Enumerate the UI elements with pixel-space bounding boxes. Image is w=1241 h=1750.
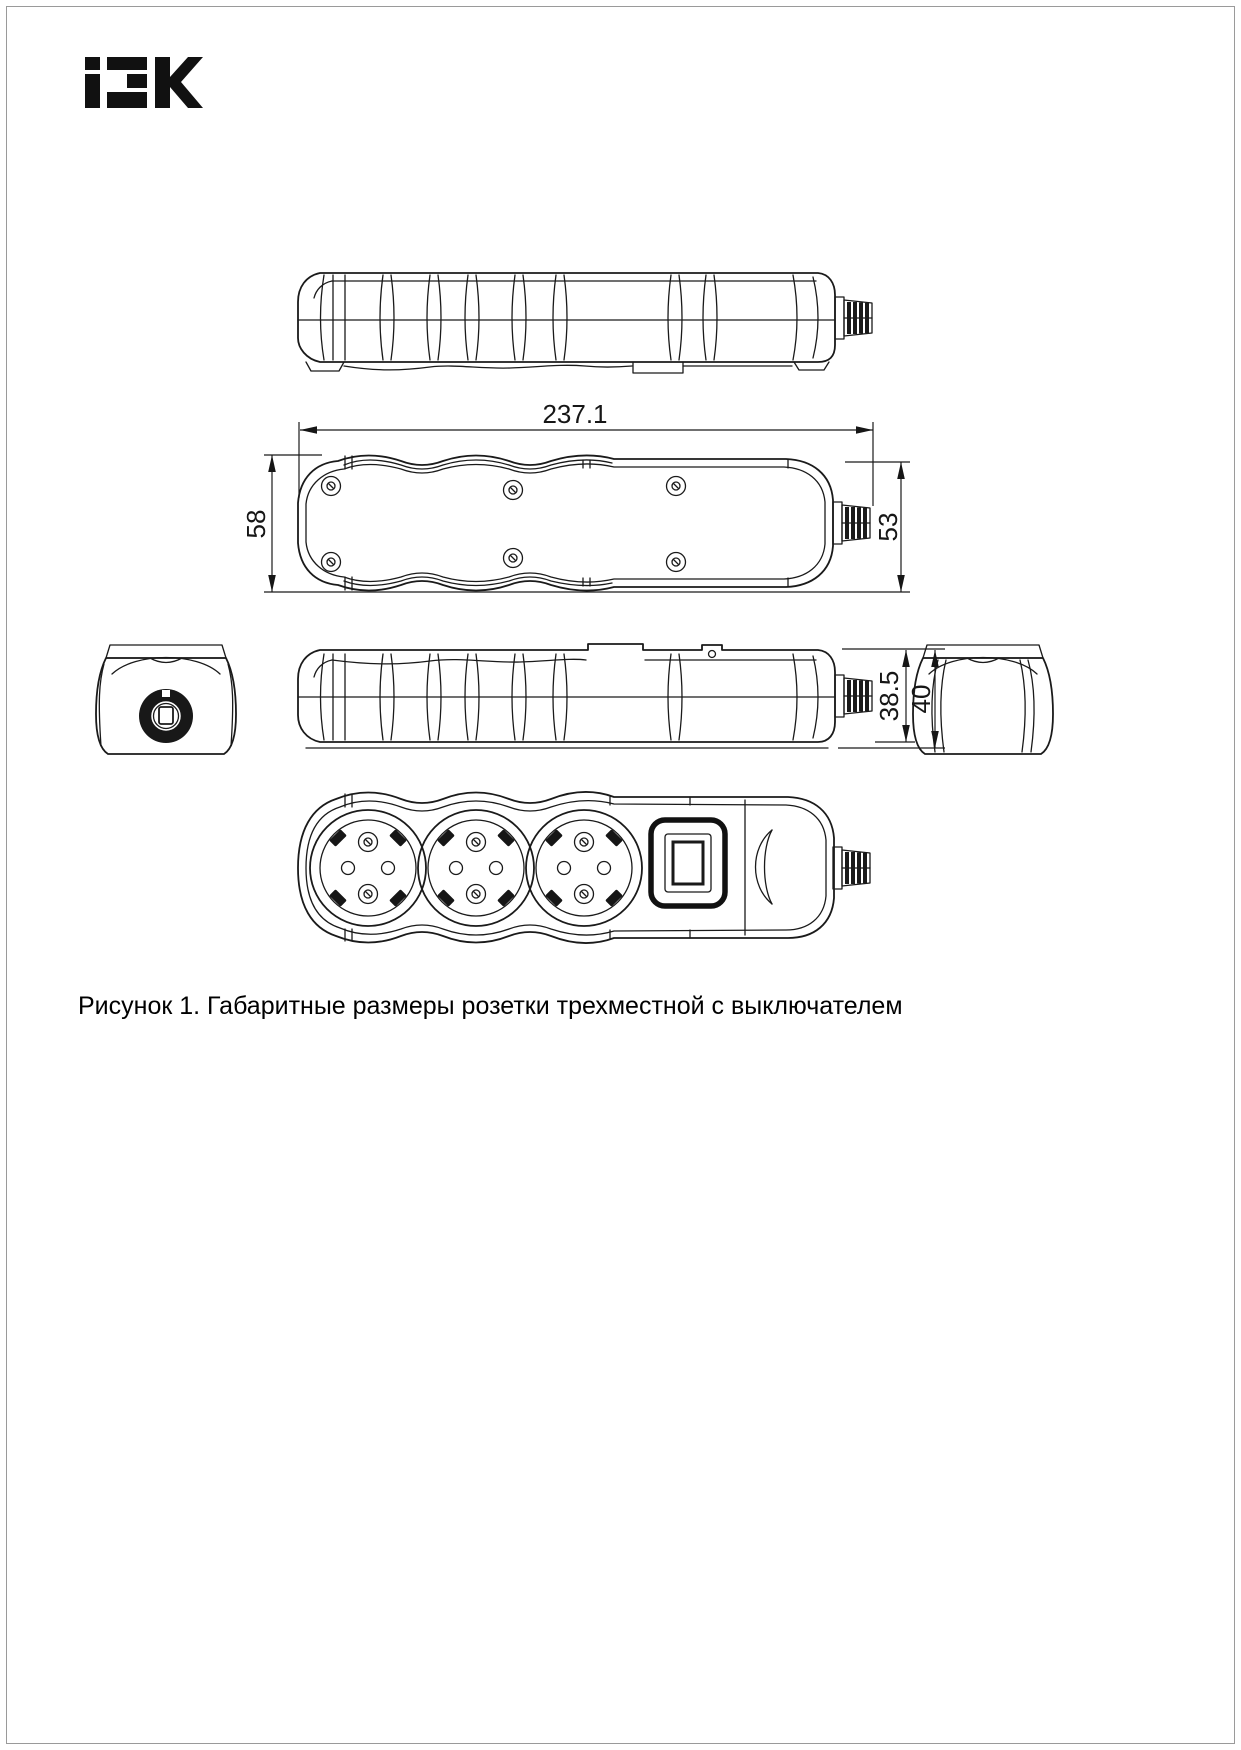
handle-cutout	[756, 830, 773, 904]
view-left-end	[96, 645, 236, 754]
gland-boss-end-view	[139, 689, 193, 743]
power-switch	[651, 820, 725, 906]
dimension-back-height	[264, 455, 910, 592]
view-side-profile	[298, 644, 872, 748]
cable-gland-front-view	[833, 847, 870, 889]
dim-end-height-label: 53	[873, 512, 903, 542]
dim-length-label: 237.1	[542, 399, 608, 429]
view-front	[298, 792, 870, 943]
dim-overall-depth-label: 40	[906, 684, 936, 714]
socket-1	[310, 810, 426, 926]
cable-gland-top-view	[835, 297, 872, 339]
view-top-profile	[298, 273, 872, 373]
cable-gland-side-view	[835, 675, 872, 717]
dim-back-height-label: 58	[241, 509, 271, 539]
socket-2	[418, 810, 534, 926]
dim-body-depth-label: 38.5	[874, 670, 904, 722]
view-back	[298, 455, 870, 590]
figure-caption: Рисунок 1. Габаритные размеры розетки трехместной с выключателем	[78, 992, 903, 1020]
cable-gland-back-view	[833, 502, 870, 544]
socket-3	[526, 810, 642, 926]
